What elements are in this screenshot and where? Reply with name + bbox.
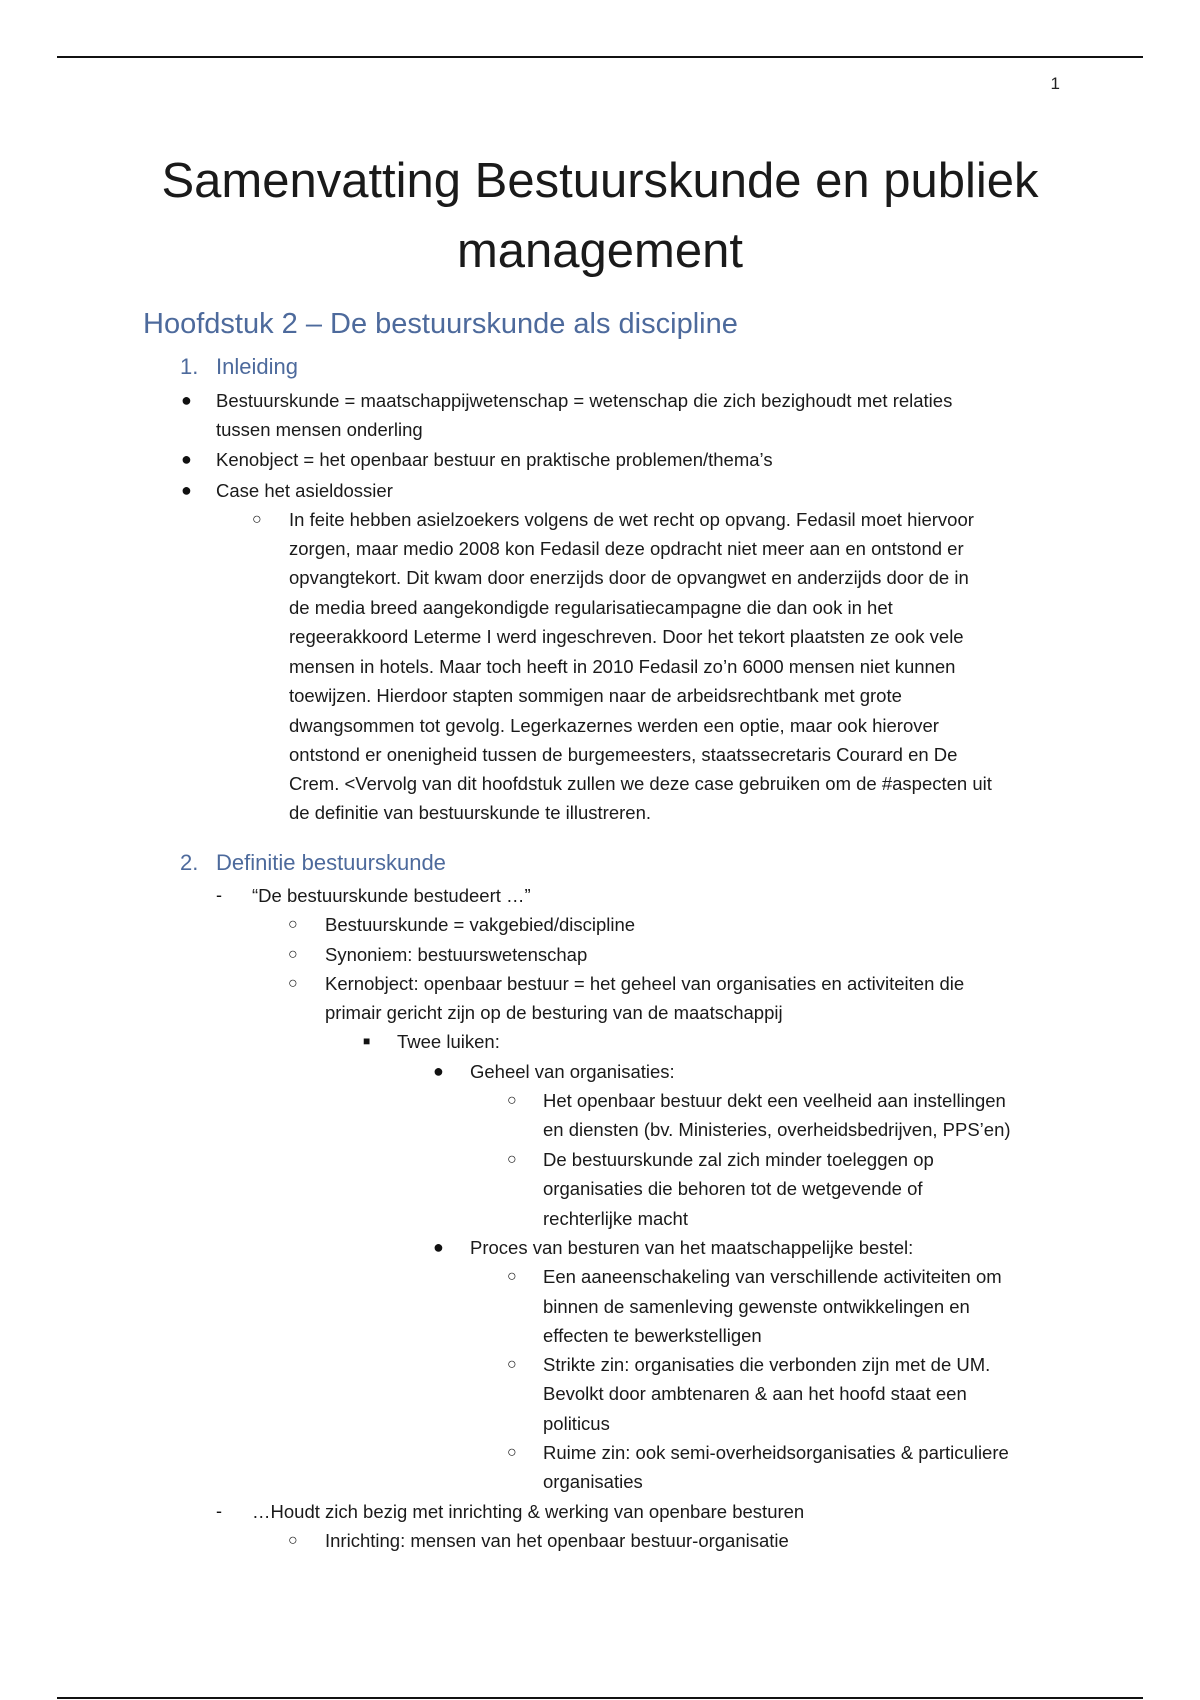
list-item: Bestuurskunde = maatschappijwetenschap = wetenschap die zich bezighoudt met relaties [216, 390, 953, 411]
case-line: de definitie van bestuurskunde te illustreren. [289, 802, 651, 823]
dash-bullet-icon: - [216, 1501, 222, 1521]
case-line: mensen in hotels. Maar toch heeft in 2010 Fedasil zo’n 6000 mensen niet kunnen [289, 656, 956, 677]
circle-bullet-icon: ○ [252, 511, 262, 528]
circle-bullet-icon: ○ [507, 1268, 517, 1285]
case-line: Crem. <Vervolg van dit hoofdstuk zullen we deze case gebruiken om de #aspecten uit [289, 773, 992, 794]
case-line: ontstond er onenigheid tussen de burgemeesters, staatssecretaris Courard en De [289, 744, 958, 765]
list-item: organisaties [543, 1471, 643, 1492]
list-item: effecten te bewerkstelligen [543, 1325, 762, 1346]
section-1-number: 1. [180, 354, 199, 379]
section-2-title: Definitie bestuurskunde [216, 850, 446, 875]
list-item: primair gericht zijn op de besturing van de maatschappij [325, 1002, 783, 1023]
list-item: tussen mensen onderling [216, 419, 423, 440]
bullet-icon: ● [433, 1061, 444, 1081]
list-item: “De bestuurskunde bestudeert …” [252, 885, 531, 906]
case-line: zorgen, maar medio 2008 kon Fedasil deze opdracht niet meer aan en ontstond er [289, 538, 964, 559]
case-line: dwangsommen tot gevolg. Legerkazernes werden een optie, maar ook hierover [289, 715, 939, 736]
list-item: …Houdt zich bezig met inrichting & werking van openbare besturen [252, 1501, 805, 1522]
circle-bullet-icon: ○ [288, 1532, 298, 1549]
circle-bullet-icon: ○ [507, 1444, 517, 1461]
circle-bullet-icon: ○ [288, 916, 298, 933]
list-item: Synoniem: bestuurswetenschap [325, 944, 588, 965]
list-item: binnen de samenleving gewenste ontwikkelingen en [543, 1296, 970, 1317]
list-item: organisaties die behoren tot de wetgevende of [543, 1178, 923, 1199]
section-1-title: Inleiding [216, 354, 298, 379]
list-item: en diensten (bv. Ministeries, overheidsbedrijven, PPS’en) [543, 1119, 1011, 1140]
title-line-1: Samenvatting Bestuurskunde en publiek [161, 154, 1039, 208]
list-item: Een aaneenschakeling van verschillende activiteiten om [543, 1266, 1002, 1287]
list-item: Bevolkt door ambtenaren & aan het hoofd staat een [543, 1383, 967, 1404]
list-item: Geheel van organisaties: [470, 1061, 675, 1082]
circle-bullet-icon: ○ [507, 1151, 517, 1168]
section-2-heading [180, 850, 446, 876]
list-item: Strikte zin: organisaties die verbonden zijn met de UM. [543, 1354, 991, 1375]
circle-bullet-icon: ○ [507, 1356, 517, 1373]
list-item: Case het asieldossier [216, 480, 393, 501]
section-1-heading [180, 354, 298, 380]
header-rule [57, 56, 1143, 58]
square-bullet-icon: ■ [363, 1034, 371, 1048]
case-line: opvangtekort. Dit kwam door enerzijds door de opvangwet en anderzijds door de in [289, 567, 969, 588]
document-title [100, 146, 1100, 286]
list-item: Twee luiken: [397, 1031, 500, 1052]
bullet-icon: ● [181, 390, 192, 410]
page-number: 1 [1050, 74, 1060, 93]
bullet-icon: ● [181, 449, 192, 469]
list-item: Kernobject: openbaar bestuur = het geheel van organisaties en activiteiten die [325, 973, 965, 994]
case-line: In feite hebben asielzoekers volgens de wet recht op opvang. Fedasil moet hiervoor [289, 509, 974, 530]
list-item: Proces van besturen van het maatschappelijke bestel: [470, 1237, 914, 1258]
list-item: rechterlijke macht [543, 1208, 688, 1229]
list-item: De bestuurskunde zal zich minder toeleggen op [543, 1149, 934, 1170]
bullet-icon: ● [181, 480, 192, 500]
case-line: de media breed aangekondigde regularisatiecampagne die dan ook in het [289, 597, 893, 618]
chapter-heading: Hoofdstuk 2 – De bestuurskunde als discipline [143, 308, 738, 340]
list-item: Bestuurskunde = vakgebied/discipline [325, 914, 636, 935]
list-item: Ruime zin: ook semi-overheidsorganisaties & particuliere [543, 1442, 1009, 1463]
section-2-number: 2. [180, 850, 199, 875]
circle-bullet-icon: ○ [507, 1092, 517, 1109]
title-line-2: management [456, 224, 743, 278]
circle-bullet-icon: ○ [288, 975, 298, 992]
list-item: Inrichting: mensen van het openbaar bestuur-organisatie [325, 1530, 789, 1551]
dash-bullet-icon: - [216, 885, 222, 905]
bullet-icon: ● [433, 1237, 444, 1257]
case-line: toewijzen. Hierdoor stapten sommigen naar de arbeidsrechtbank met grote [289, 685, 902, 706]
list-item: politicus [543, 1413, 610, 1434]
list-item: Het openbaar bestuur dekt een veelheid aan instellingen [543, 1090, 1006, 1111]
list-item: Kenobject = het openbaar bestuur en praktische problemen/thema’s [216, 449, 773, 470]
footer-rule [57, 1697, 1143, 1699]
circle-bullet-icon: ○ [288, 946, 298, 963]
case-line: regeerakkoord Leterme I werd ingeschreven. Door het tekort plaatsten ze ook vele [289, 626, 964, 647]
